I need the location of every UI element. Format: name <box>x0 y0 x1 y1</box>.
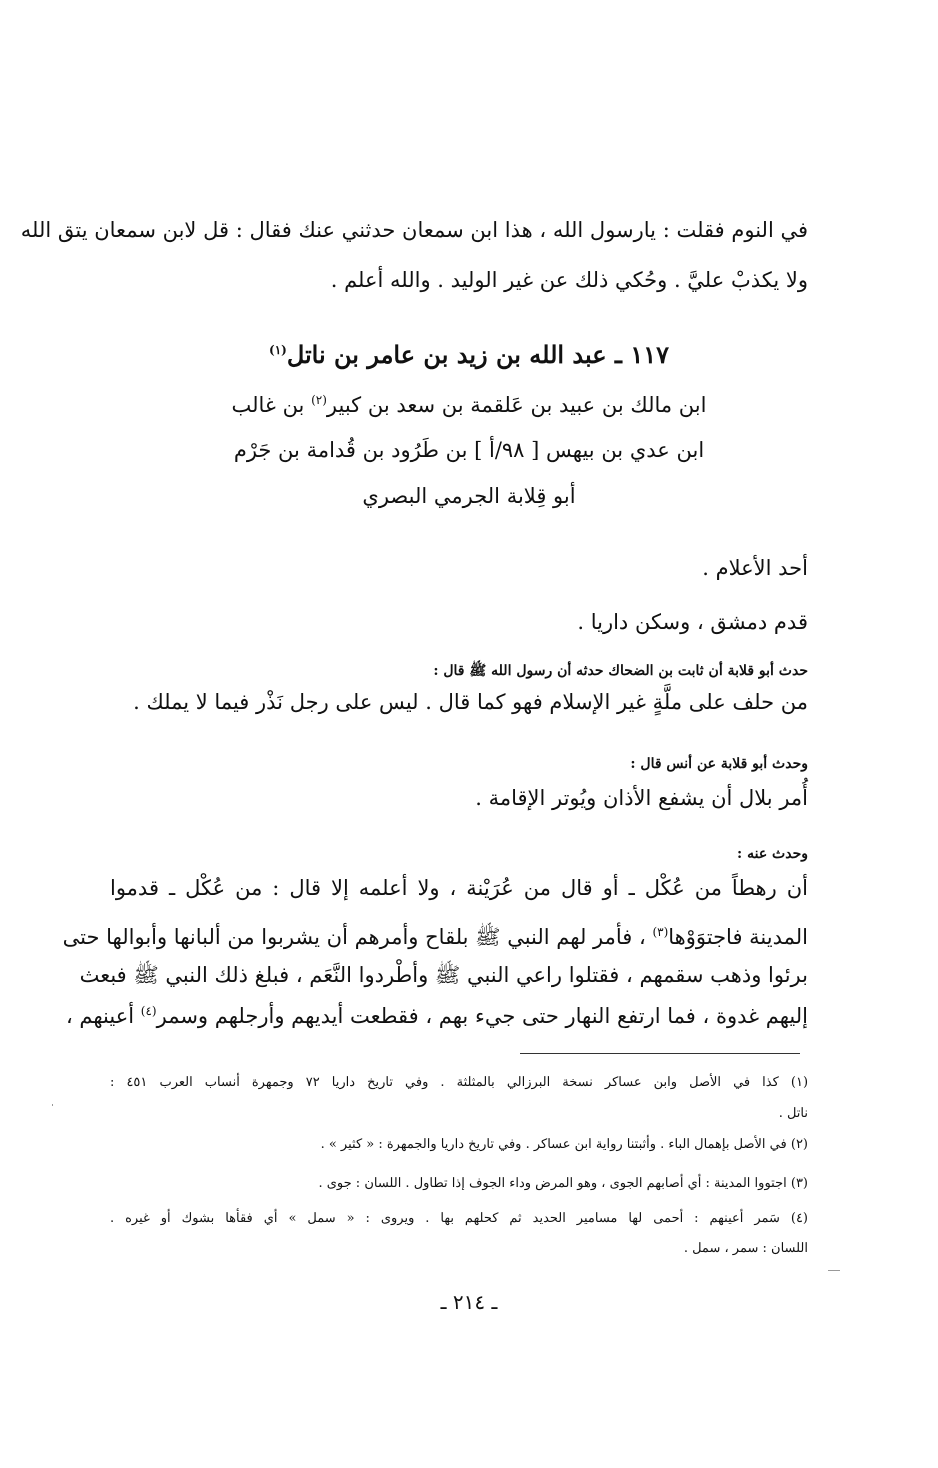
scan-speck <box>828 1270 840 1271</box>
intro-line-1: في النوم فقلت : يارسول الله ، هذا ابن سمعان حدثني عنك فقال : قل لابن سمعان يتق الله <box>20 218 808 242</box>
para-qadima-dimashq: قدم دمشق ، وسكن داريا . <box>577 610 808 634</box>
footnote-ref-2: (٢) <box>311 393 327 407</box>
lineage-1-text: ابن مالك بن عبيد بن عَلقمة بن سعد بن كبير <box>326 393 707 417</box>
hadith-3-line-2-start: المدينة فاجتوَوْها <box>668 925 808 949</box>
isnad-2: وحدث أبو قلابة عن أنس قال : <box>630 756 808 772</box>
footnote-3: (٣) اجتووا المدينة : أي أصابهم الجوى ، وهو المرض وداء الجوف إذا تطاول . اللسان : جوى . <box>318 1176 808 1191</box>
footnote-ref-3: (٣) <box>652 925 669 939</box>
hadith-3-line-2-end: ، فأمر لهم النبي ﷺ بلقاح وأمرهم أن يشربوا من ألبانها وأبوالها حتى <box>62 925 653 949</box>
isnad-3: وحدث عنه : <box>737 846 808 862</box>
hadith-1: من حلف على ملَّةٍ غير الإسلام فهو كما قال . ليس على رجل نَذْر فيما لا يملك . <box>133 690 808 714</box>
entry-kunya: أبو قِلابة الجرمي البصري <box>362 484 576 508</box>
hadith-3-line-4 <box>65 1004 808 1028</box>
scan-speck <box>52 1104 53 1106</box>
hadith-2: أُمر بلال أن يشفع الأذان ويُوتر الإقامة . <box>475 786 808 810</box>
footnote-separator <box>520 1053 800 1054</box>
entry-lineage-2: ابن عدي بن بيهس [ ٩٨/أ ] بن طَرُود بن قُدامة بن جَرْم <box>233 438 705 462</box>
isnad-1: حدث أبو قلابة أن ثابت بن الضحاك حدثه أن رسول الله ﷺ قال : <box>433 663 808 679</box>
entry-title <box>200 340 738 369</box>
hadith-3-line-2 <box>62 924 808 955</box>
footnote-2: (٢) في الأصل بإهمال الباء . وأثبتنا رواية ابن عساكر . وفي تاريخ داريا والجمهرة : « كثير » . <box>320 1137 808 1152</box>
lineage-1-tail: بن غالب <box>231 393 312 417</box>
footnote-1-line-2: ناتل . <box>778 1106 808 1121</box>
hadith-3-line-3: برئوا وذهب سقمهم ، فقتلوا راعي النبي ﷺ وأطْردوا النَّعَم ، فبلغ ذلك النبي ﷺ فبعث <box>79 963 808 987</box>
footnote-ref-1: (١) <box>269 343 287 357</box>
hadith-3-line-1: أن رهطاً من عُكْل ـ أو قال من عُرَيْنة ، ولا أعلمه إلا قال : من عُكْل ـ قدموا <box>110 876 808 900</box>
footnote-ref-4: (٤) <box>140 1004 157 1018</box>
page-number: ـ ٢١٤ ـ <box>440 1290 498 1314</box>
footnote-4-line-1: (٤) سَمر أعينهم : أحمى لها مسامير الحديد ثم كحلهم بها . ويروى : « سمل » أي فقأها بشوك أو غيره . <box>110 1211 808 1226</box>
hadith-3-line-4-start: إليهم غدوة ، فما ارتفع النهار حتى جيء بهم ، فقطعت أيديهم وأرجلهم وسمر <box>156 1004 808 1028</box>
entry-lineage-1 <box>200 393 738 417</box>
intro-line-2: ولا يكذبْ عليَّ . وحُكي ذلك عن غير الوليد . والله أعلم . <box>330 268 808 292</box>
hadith-3-line-4-end: أعينهم ، <box>65 1004 141 1028</box>
entry-title-text: ١١٧ ـ عبد الله بن زيد بن عامر بن ناتل <box>286 340 669 369</box>
footnote-1-line-1: (١) كذا في الأصل وابن عساكر نسخة البرزالي بالمثلثة . وفي تاريخ داريا ٧٢ وجمهرة أنساب العرب ٤٥١ : <box>110 1075 809 1090</box>
para-ahad-al-alam: أحد الأعلام . <box>702 556 808 580</box>
footnote-4-line-2: اللسان : سمر ، سمل . <box>683 1241 808 1256</box>
